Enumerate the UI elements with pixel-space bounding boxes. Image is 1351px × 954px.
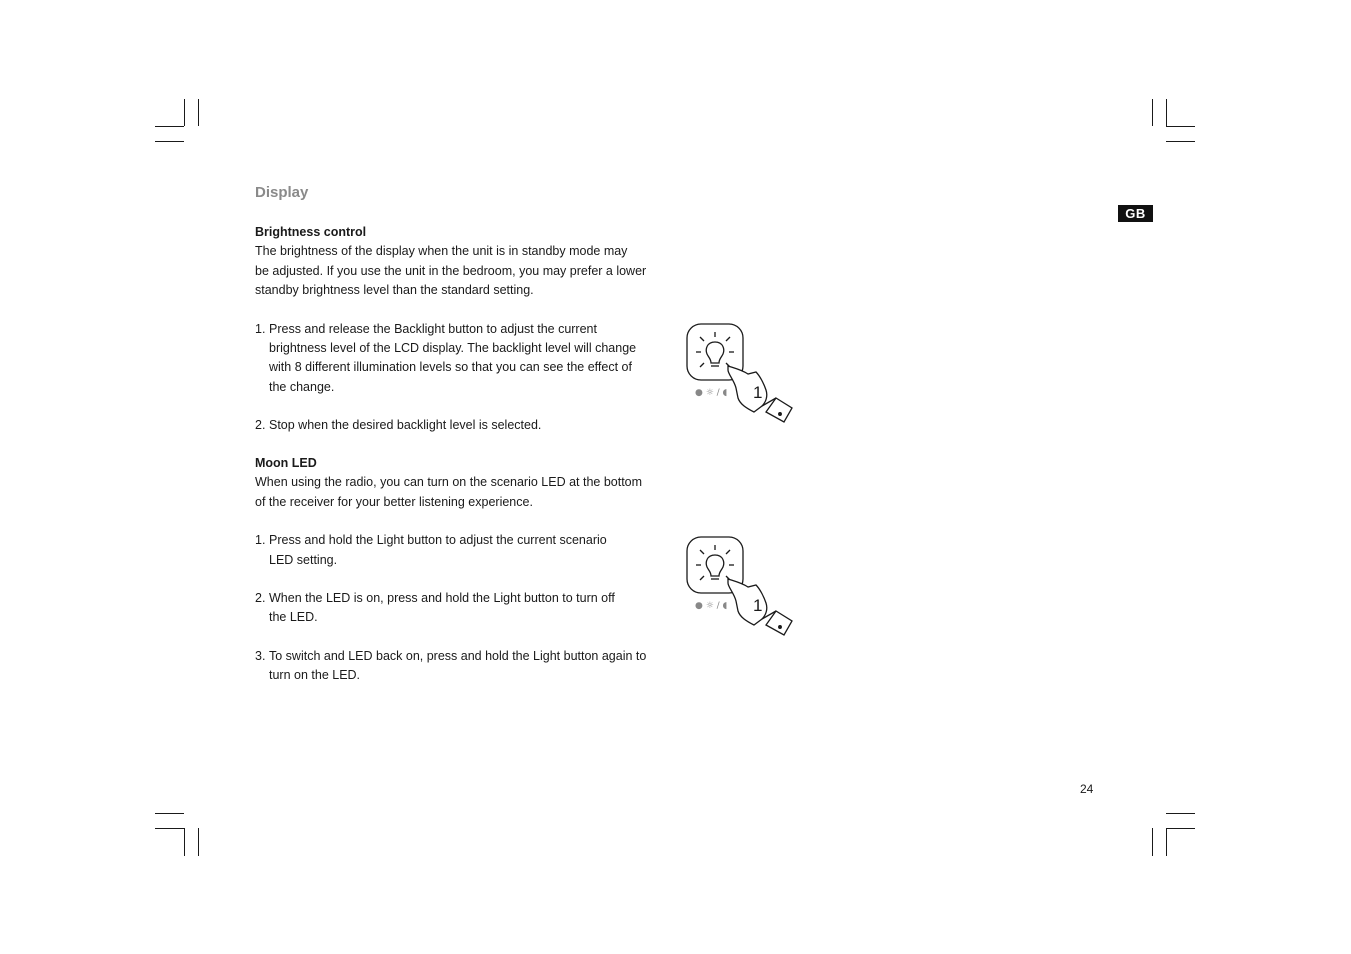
crop-mark	[155, 141, 184, 142]
step-number: 2.	[255, 418, 266, 433]
step-line: To switch and LED back on, press and hold the Light button again to	[269, 648, 647, 663]
step-line: Press and hold the Light button to adjust the current scenario	[269, 533, 607, 548]
brightness-intro-line: be adjusted. If you use the unit in the bedroom, you may prefer a lower	[255, 263, 647, 278]
crop-mark	[198, 99, 199, 126]
crop-mark	[1152, 828, 1153, 856]
crop-mark	[155, 126, 184, 127]
moon-led-step-3	[255, 647, 675, 686]
crop-mark	[1166, 828, 1195, 829]
crop-mark	[184, 828, 185, 856]
brightness-intro-line: standby brightness level than the standard setting.	[255, 283, 534, 298]
step-line: When the LED is on, press and hold the Light button to turn off	[269, 591, 615, 606]
button-caption: ● ☼ / ◖	[695, 601, 728, 611]
step-number: 2.	[255, 591, 266, 606]
brightness-section	[255, 223, 675, 436]
step-number: 3.	[255, 648, 266, 663]
step-label: 1	[753, 383, 763, 402]
crop-mark	[1166, 813, 1195, 814]
crop-mark	[1166, 126, 1195, 127]
light-bulb-button-icon	[684, 535, 804, 645]
step-line: LED setting.	[269, 552, 338, 567]
brightness-heading: Brightness control	[255, 225, 367, 239]
step-number: 1.	[255, 321, 266, 336]
button-caption: ● ☼ / ◖	[695, 388, 728, 398]
moon-led-step-1	[255, 531, 675, 570]
crop-mark	[155, 813, 184, 814]
step-number: 1.	[255, 533, 266, 548]
brightness-intro-line: The brightness of the display when the unit is in standby mode may	[255, 244, 628, 259]
step-line: Stop when the desired backlight level is selected.	[269, 418, 542, 433]
crop-mark	[1166, 99, 1167, 126]
crop-mark	[198, 828, 199, 856]
crop-mark	[155, 828, 184, 829]
crop-mark	[184, 99, 185, 126]
language-badge: GB	[1118, 205, 1153, 222]
crop-mark	[1152, 99, 1153, 126]
step-line: turn on the LED.	[269, 668, 361, 683]
light-button-illustration	[684, 535, 804, 645]
backlight-button-illustration	[684, 322, 804, 432]
moon-led-section	[255, 454, 675, 686]
moon-led-step-2	[255, 589, 675, 628]
light-bulb-button-icon	[684, 322, 804, 432]
brightness-step-1	[255, 320, 675, 398]
step-line: brightness level of the LCD display. The backlight level will change	[269, 341, 637, 356]
brightness-step-2	[255, 416, 675, 435]
step-line: the LED.	[269, 610, 318, 625]
crop-mark	[1166, 828, 1167, 856]
section-title: Display	[255, 184, 309, 201]
moon-led-intro-line: of the receiver for your better listening experience.	[255, 494, 533, 509]
moon-led-intro-line: When using the radio, you can turn on the scenario LED at the bottom	[255, 475, 643, 490]
crop-mark	[1166, 141, 1195, 142]
step-label: 1	[753, 596, 763, 615]
page-number: 24	[1080, 782, 1094, 796]
step-line: with 8 different illumination levels so that you can see the effect of	[269, 360, 632, 375]
moon-led-heading: Moon LED	[255, 456, 317, 470]
step-line: Press and release the Backlight button to adjust the current	[269, 321, 597, 336]
step-line: the change.	[269, 379, 335, 394]
